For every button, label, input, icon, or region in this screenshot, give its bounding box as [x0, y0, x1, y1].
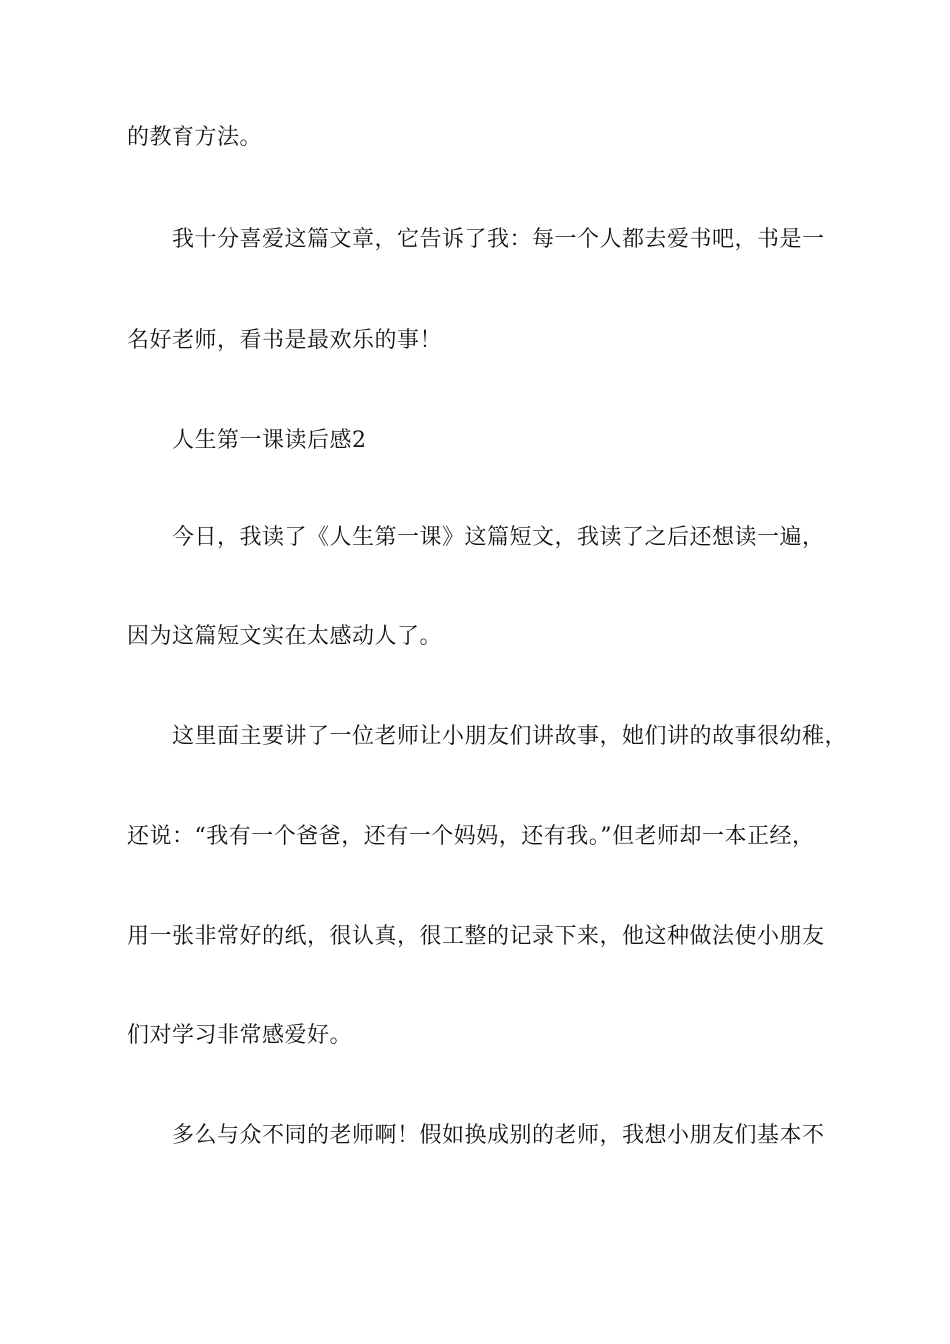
- paragraph-line: 这里面主要讲了一位老师让小朋友们讲故事，她们讲的故事很幼稚，: [172, 724, 848, 749]
- text-line: 名好老师，看书是最欢乐的事！: [127, 328, 443, 353]
- text-line: 因为这篇短文实在太感动人了。: [127, 624, 443, 649]
- text-line: 们对学习非常感爱好。: [127, 1023, 353, 1048]
- text-line: 的教育方法。: [127, 125, 263, 150]
- text-line: 用一张非常好的纸，很认真，很工整的记录下来，他这种做法使小朋友: [127, 924, 825, 949]
- paragraph-line: 多么与众不同的老师啊！假如换成别的老师，我想小朋友们基本不: [172, 1123, 825, 1148]
- paragraph-line: 我十分喜爱这篇文章，它告诉了我：每一个人都去爱书吧，书是一: [172, 227, 825, 252]
- section-heading: 人生第一课读后感2: [172, 428, 367, 453]
- text-line: 还说：“我有一个爸爸，还有一个妈妈，还有我。”但老师却一本正经，: [127, 824, 815, 849]
- paragraph-line: 今日，我读了《人生第一课》这篇短文，我读了之后还想读一遍，: [172, 525, 825, 550]
